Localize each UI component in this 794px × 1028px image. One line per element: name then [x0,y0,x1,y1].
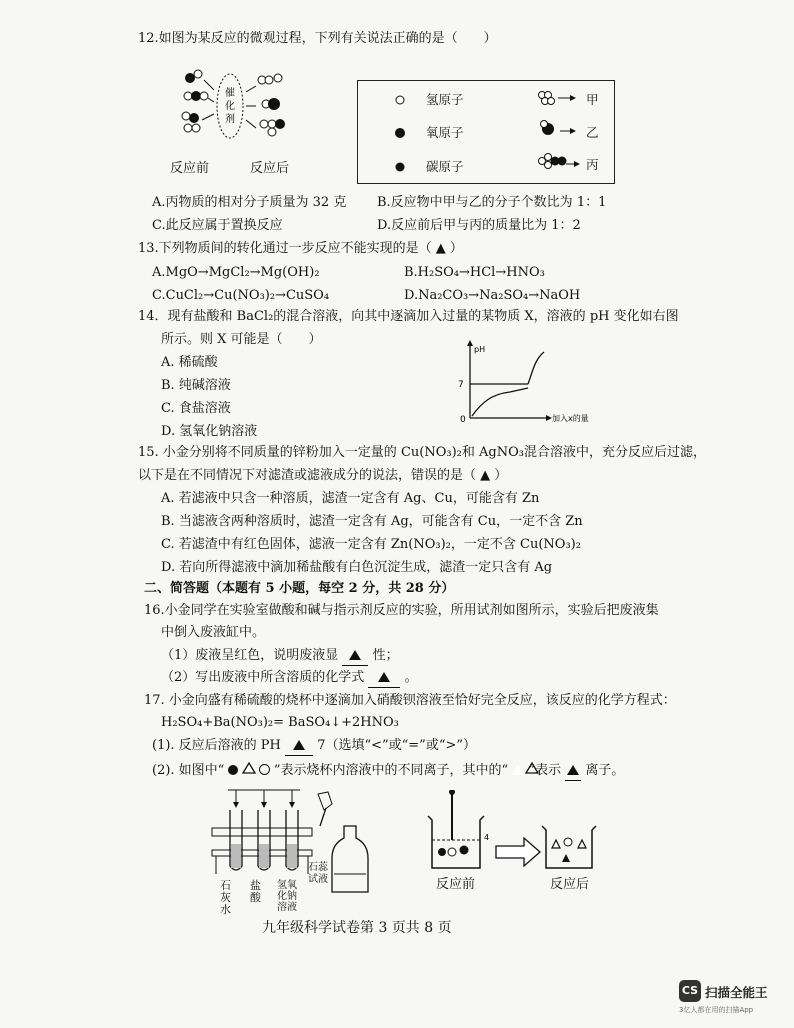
molecule-symbols [536,89,582,175]
q14-option-c: C. 食盐溶液 [161,401,231,416]
atom-symbols [394,95,408,175]
camscanner-logo-icon: CS [679,980,701,1002]
q16-part-2 [161,669,418,688]
fig16-label-limewater: 石灰水 [220,879,231,916]
q12-after-label: 反应后 [250,161,290,176]
q14-stem-1: 14．现有盐酸和 BaCl₂的混合溶液，向其中逐滴加入过量的某物质 X，溶液的 pH 变化如右图 [138,309,679,324]
q15-option-c: C. 若滤渣中有红色固体，滤液一定含有 Zn(NO₃)₂，一定不含 Cu(NO₃)₂ [161,537,581,552]
scanner-tagline: 3亿人都在用的扫描App [679,1006,754,1014]
q14-ph-graph [452,338,632,430]
q14-option-a: A. 稀硫酸 [161,355,218,370]
legend-o: 氧原子 [426,125,464,140]
filled-circle-icon [228,765,238,775]
legend-jia: 甲 [586,92,599,107]
q14-option-d: D. 氢氧化钠溶液 [161,424,258,439]
page-footer: 九年级科学试卷第 3 页共 8 页 [262,920,452,936]
blank-triangle-icon [378,672,390,682]
q12-option-b: B.反应物中甲与乙的分子个数比为 1：1 [377,195,607,210]
hollow-circle-icon [259,764,270,775]
q14-graph-tick7: 7 [458,380,464,390]
q17-blank-1[interactable] [285,737,313,756]
q17-blank-2[interactable] [565,762,581,781]
fig17-before-label: 反应前 [436,877,476,892]
fig16-label-hcl: 盐酸 [250,879,261,904]
q13-option-c: C.CuCl₂→Cu(NO₃)₂→CuSO₄ [152,288,330,303]
q16-stem-1: 16.小金同学在实验室做酸和碱与指示剂反应的实验，所用试剂如图所示，实验后把废液集 [144,603,659,618]
scanner-watermark [679,980,783,1020]
svg-text:剂: 剂 [225,114,235,125]
legend-h: 氢原子 [426,92,464,107]
svg-text:化: 化 [225,101,235,112]
q15-stem-1: 15. 小金分别将不同质量的锌粉加入一定量的 Cu(NO₃)₂和 AgNO₃混合溶液中，充分反应后过滤， [138,445,706,460]
q13-option-a: A.MgO→MgCl₂→Mg(OH)₂ [152,265,320,280]
q17-part-2 [152,762,624,781]
q17-part-2-text-b: ”表示烧杯内溶液中的不同离子，其中的“ [273,763,509,778]
fig16-label-litmus: 石蕊试液 [308,862,328,885]
q16-part-1-text-b: 性； [372,648,399,663]
blank-triangle-icon [293,740,305,750]
fig16-label-naoh: 氢氧化钠溶液 [277,880,297,913]
q14-graph-xlabel: 加入x的量 [552,414,589,423]
q12-reaction-diagram [168,68,316,158]
hollow-triangle-icon [512,765,524,775]
blank-triangle-icon [567,765,579,775]
section-2-heading: 二、简答题（本题有 5 小题，每空 2 分，共 28 分） [144,581,455,596]
scanner-name: 扫描全能王 [705,985,768,1000]
q16-blank-2[interactable] [368,669,400,688]
legend-bing: 丙 [586,157,599,172]
q15-option-d: D. 若向所得滤液中滴加稀盐酸有白色沉淀生成，滤渣一定只含有 Ag [161,560,553,575]
q16-blank-1[interactable] [342,647,368,666]
q17-beaker-figure [426,790,606,876]
q16-part-2-text-a: （2）写出废液中所含溶质的化学式 [161,670,365,685]
q15-option-b: B. 当滤液含两种溶质时，滤渣一定含有 Ag，可能含有 Cu，一定不含 Zn [161,514,583,529]
q12-option-c: C.此反应属于置换反应 [152,218,283,233]
q17-part-1-text-a: (1). 反应后溶液的 PH [152,738,281,753]
q15-stem-2: 以下是在不同情况下对滤渣或滤液成分的说法，错误的是（ ▲ ） [138,468,508,483]
q17-part-1-text-b: 7（选填“<”或“=”或“>”） [317,738,477,753]
q13-option-d: D.Na₂CO₃→Na₂SO₄→NaOH [404,288,581,303]
q12-option-d: D.反应前后甲与丙的质量比为 1：2 [377,218,581,233]
blank-triangle-icon [349,650,361,660]
q12-legend-box [357,80,615,184]
q17-equation: H₂SO₄+Ba(NO₃)₂= BaSO₄↓+2HNO₃ [161,715,399,730]
svg-text:4: 4 [484,833,490,842]
q12-option-a: A.丙物质的相对分子质量为 32 克 [152,195,347,210]
legend-c: 碳原子 [426,159,464,174]
q16-part-1-text-a: （1）废液呈红色，说明废液显 [161,648,339,663]
q16-part-2-text-b: 。 [404,670,418,685]
q16-part-1 [161,647,399,666]
q13-option-b: B.H₂SO₄→HCl→HNO₃ [404,265,545,280]
q14-graph-ylabel: pH [474,345,486,354]
q14-stem-2: 所示。则 X 可能是（ ） [161,332,322,347]
hollow-triangle-icon [243,765,255,775]
svg-text:催: 催 [225,88,235,99]
q12-stem: 12.如图为某反应的微观过程，下列有关说法正确的是（ ） [138,31,497,46]
q17-part-1 [152,737,476,756]
q17-part-2-text-c: ”表示 [528,763,562,778]
q17-stem: 17. 小金向盛有稀硫酸的烧杯中逐滴加入硝酸钡溶液至恰好完全反应，该反应的化学方程式： [144,693,676,708]
q14-graph-origin: 0 [460,415,466,425]
q13-stem: 13.下列物质间的转化通过一步反应不能实现的是（ ▲ ） [138,241,463,256]
q17-part-2-text-a: (2). 如图中“ [152,763,225,778]
q15-option-a: A. 若滤液中只含一种溶质，滤渣一定含有 Ag、Cu，可能含有 Zn [161,491,540,506]
q12-before-label: 反应前 [170,161,210,176]
fig17-after-label: 反应后 [550,877,590,892]
q14-option-b: B. 纯碱溶液 [161,378,231,393]
legend-yi: 乙 [586,125,599,140]
q17-part-2-text-d: 离子。 [585,763,625,778]
q16-stem-2: 中倒入废液缸中。 [161,625,266,640]
